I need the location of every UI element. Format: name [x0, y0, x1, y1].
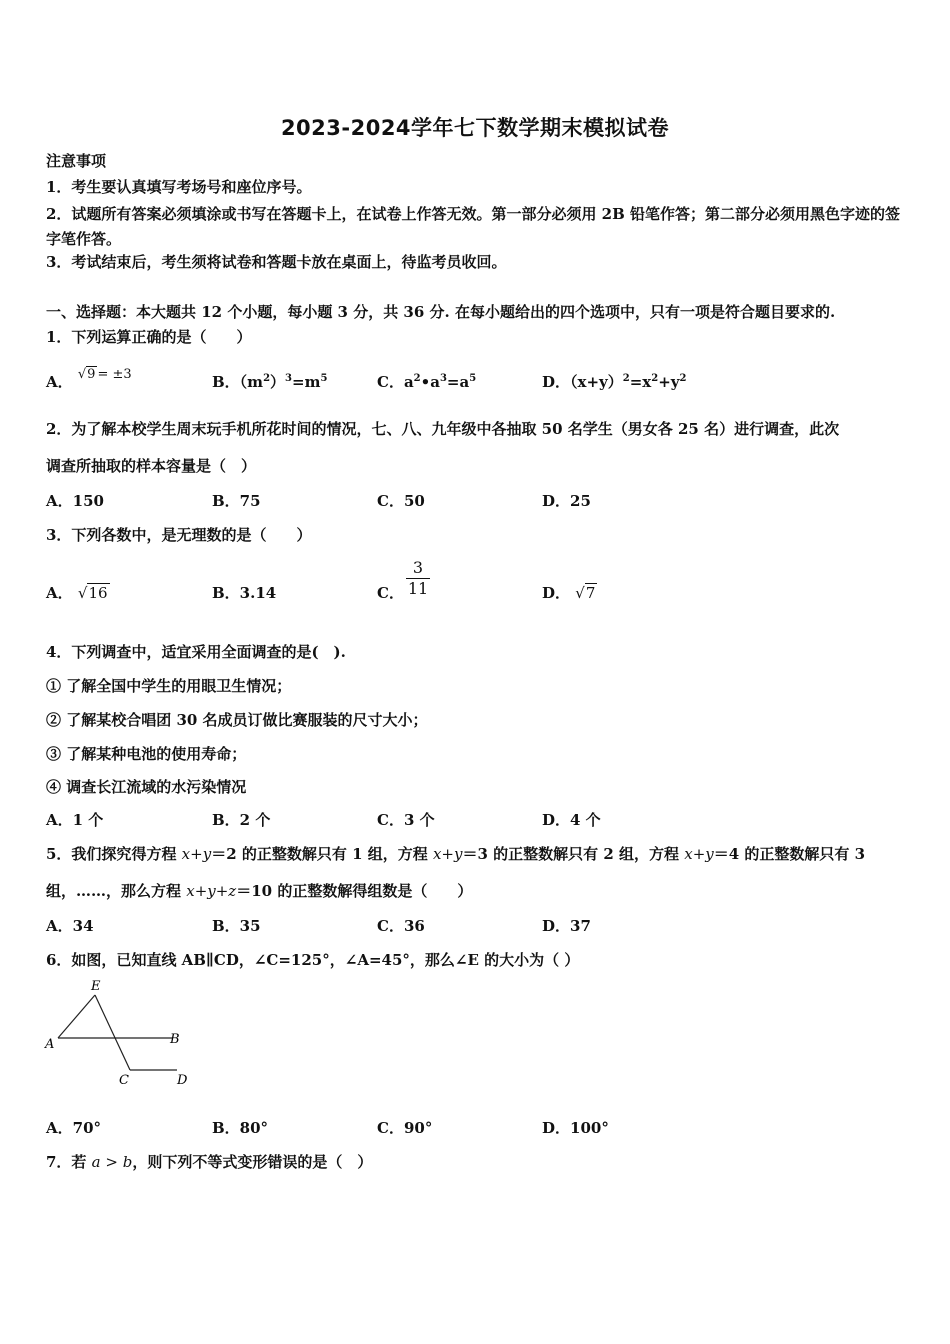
q1-stem: 1．下列运算正确的是（ ）	[46, 328, 252, 346]
q5-l1-c: ＝3 的正整数解只有 2 组，方程	[462, 845, 685, 863]
q6-figure	[40, 975, 200, 1090]
q1-c-exp3: 5	[469, 373, 477, 384]
q1-d-exp3: 2	[679, 373, 687, 384]
q4-item-3: ③ 了解某种电池的使用寿命；	[46, 745, 247, 763]
q3-c-numerator: 3	[406, 558, 430, 579]
notice-item-2: 2．试题所有答案必须填涂或书写在答题卡上，在试卷上作答无效。第一部分必须用 2B 铅笔作答；第二部分必须用黑色字迹的签字笔作答。	[46, 205, 901, 248]
q3-option-c-label: C．	[377, 584, 404, 602]
q2-option-a: A．150	[46, 492, 104, 510]
q4-item-1: ① 了解全国中学生的用眼卫生情况；	[46, 677, 292, 695]
q3-d-label: D．	[542, 584, 571, 602]
q5-l1-eq2: x+y	[432, 845, 463, 863]
q5-l1-a: 5．我们探究得方程	[46, 845, 182, 863]
q3-c-denominator: 11	[407, 579, 429, 598]
q1-option-a	[46, 367, 132, 394]
q1-b-exp3: 5	[320, 373, 328, 384]
q3-a-radicand: 16	[88, 584, 108, 602]
q2-stem-line1: 2．为了解本校学生周末玩手机所花时间的情况，七、八、九年级中各抽取 50 名学生（男女各 25 名）进行调查，此次	[46, 420, 840, 438]
q3-option-b: B．3.14	[212, 584, 277, 602]
q5-l1-d: ＝4 的正整数解只有 3	[713, 845, 866, 863]
section-heading: 一、选择题：本大题共 12 个小题，每小题 3 分，共 36 分. 在每小题给出的四个选项中，只有一项是符合题目要求的.	[46, 303, 836, 321]
q6-option-d: D．100°	[542, 1119, 609, 1137]
q6-label-d: D	[177, 1073, 188, 1088]
q5-option-b: B．35	[212, 917, 261, 935]
q2-option-b: B．75	[212, 492, 261, 510]
q6-stem: 6．如图，已知直线 AB∥CD，∠C=125°，∠A=45°，那么∠E 的大小为（ ）	[46, 951, 580, 969]
q3-d-radicand: 7	[585, 584, 596, 602]
q1-d-pre: D．（x+y）	[542, 373, 623, 391]
q1-c-mid: •a	[420, 373, 440, 391]
page-title: 2023-2024学年七下数学期末模拟试卷	[280, 116, 670, 140]
q7-stem-pre: 7．若	[46, 1153, 92, 1171]
q1-d-exp2: 2	[651, 373, 659, 384]
q3-a-label: A．	[46, 584, 73, 602]
q5-l1-b: ＝2 的正整数解只有 1 组，方程	[211, 845, 433, 863]
q3-option-a	[46, 583, 110, 603]
q1-option-c	[377, 372, 476, 392]
q6-option-c: C．90°	[377, 1119, 433, 1137]
q1-b-exp1: 2	[263, 373, 271, 384]
notice-item-1: 1．考生要认真填写考场号和座位序号。	[46, 178, 312, 196]
notice-item-3: 3．考试结束后，考生须将试卷和答题卡放在桌面上，待监考员收回。	[46, 253, 507, 271]
q1-d-post: +y	[658, 373, 680, 391]
q3-a-expr: √16	[77, 584, 108, 602]
q7-stem-post: ，则下列不等式变形错误的是（ ）	[132, 1153, 373, 1171]
q6-line-ec	[95, 995, 130, 1070]
q6-label-c: C	[119, 1073, 129, 1088]
q1-d-exp1: 2	[622, 373, 630, 384]
q7-stem	[46, 1152, 372, 1172]
q5-l2-b: ＝10 的正整数解得组数是（ ）	[236, 882, 473, 900]
q3-d-expr: √7	[575, 584, 596, 602]
q4-option-d: D．4 个	[542, 811, 601, 829]
q6-option-a: A．70°	[46, 1119, 102, 1137]
q6-option-b: B．80°	[212, 1119, 269, 1137]
q5-stem-line1	[46, 844, 865, 864]
q1-a-label: A．	[46, 373, 73, 391]
q6-label-b: B	[170, 1032, 180, 1047]
q1-b-exp2: 3	[285, 373, 293, 384]
q5-option-a: A．34	[46, 917, 94, 935]
q1-b-mid: ）	[270, 373, 286, 391]
q4-stem: 4．下列调查中，适宜采用全面调查的是( ).	[46, 643, 346, 661]
q5-l1-eq3: x+y	[684, 845, 714, 863]
q4-item-2: ② 了解某校合唱团 30 名成员订做比赛服装的尺寸大小；	[46, 711, 428, 729]
q1-option-b	[212, 372, 327, 392]
q5-option-c: C．36	[377, 917, 425, 935]
q4-option-b: B．2 个	[212, 811, 271, 829]
q6-label-e: E	[91, 979, 101, 994]
q4-option-c: C．3 个	[377, 811, 435, 829]
q5-l2-a: 组，……，那么方程	[46, 882, 187, 900]
q5-option-d: D．37	[542, 917, 591, 935]
q6-line-ae	[58, 995, 95, 1038]
q1-option-d	[542, 372, 686, 392]
q1-b-post: =m	[292, 373, 321, 391]
q3-c-fraction	[406, 558, 430, 599]
q4-option-a: A．1 个	[46, 811, 104, 829]
q1-a-rest: = ±3	[97, 367, 132, 382]
q5-stem-line2	[46, 881, 472, 901]
q1-d-mid: =x	[629, 373, 652, 391]
q7-condition: a > b	[91, 1153, 133, 1171]
q1-c-exp2: 3	[439, 373, 447, 384]
q1-c-pre: C．a	[377, 373, 414, 391]
q4-item-4: ④ 调查长江流域的水污染情况	[46, 778, 247, 796]
q1-c-exp1: 2	[413, 373, 421, 384]
q5-l1-eq1: x+y	[181, 845, 212, 863]
q5-l2-eq: x+y+z	[186, 882, 237, 900]
q1-c-post: =a	[446, 373, 470, 391]
q2-option-d: D．25	[542, 492, 591, 510]
q1-a-expr: √9 = ±3	[77, 367, 132, 382]
q3-stem: 3．下列各数中，是无理数的是（ ）	[46, 526, 312, 544]
q1-a-radicand: 9	[87, 367, 96, 382]
q2-option-c: C．50	[377, 492, 425, 510]
notice-heading: 注意事项	[46, 152, 107, 170]
q1-b-pre: B．（m	[212, 373, 264, 391]
q2-stem-line2: 调查所抽取的样本容量是（ ）	[46, 457, 257, 475]
q3-option-d	[542, 583, 597, 603]
q6-label-a: A	[45, 1037, 55, 1052]
